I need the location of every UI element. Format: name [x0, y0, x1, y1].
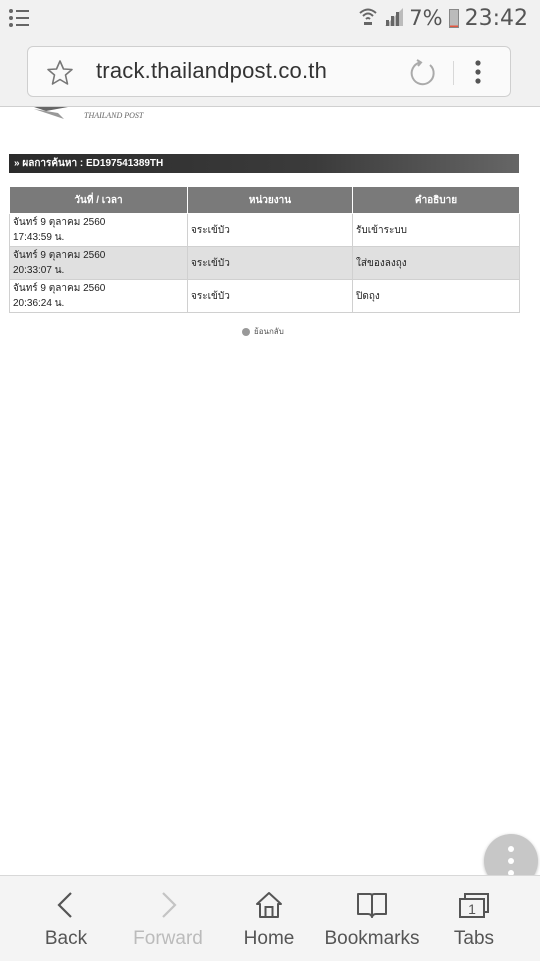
back-link-label[interactable]: ย้อนกลับ: [254, 327, 284, 336]
address-bar[interactable]: [27, 46, 511, 97]
browser-toolbar: [0, 38, 540, 107]
fab-dot-icon: [508, 858, 514, 864]
notification-list-icon: [8, 7, 30, 33]
forward-label: Forward: [133, 928, 203, 949]
tabs-button[interactable]: [419, 876, 529, 961]
thailand-post-logo: [28, 107, 88, 125]
logo-text: THAILAND POST: [84, 111, 144, 120]
cell-unit: จระเข้บัว: [188, 280, 353, 313]
cell-unit: จระเข้บัว: [188, 247, 353, 280]
cell-datetime: [10, 280, 188, 313]
home-icon: [254, 890, 284, 920]
status-bar: [0, 0, 540, 38]
cell-description: ใส่ของลงถุง: [353, 247, 520, 280]
cell-datetime: [10, 214, 188, 247]
more-menu-icon[interactable]: [474, 59, 482, 89]
result-title: ผลการค้นหา : ED197541389TH: [22, 158, 164, 169]
back-button[interactable]: [11, 876, 121, 961]
bottom-navigation: [0, 875, 540, 961]
cell-time: 20:36:24 น.: [13, 298, 65, 309]
home-label: Home: [243, 928, 295, 949]
forward-button[interactable]: [113, 876, 223, 961]
cell-date: จันทร์ 9 ตุลาคม 2560: [13, 217, 106, 228]
cell-description: ปิดถุง: [353, 280, 520, 313]
wifi-icon: [359, 5, 377, 31]
bookmarks-label: Bookmarks: [324, 928, 420, 949]
table-header-row: [10, 187, 520, 214]
table-row: [10, 280, 520, 313]
cell-datetime: [10, 247, 188, 280]
bookmark-star-icon[interactable]: [46, 59, 74, 91]
table-row: [10, 247, 520, 280]
cell-time: 20:33:07 น.: [13, 265, 65, 276]
column-header-description: คำอธิบาย: [353, 187, 520, 214]
url-text[interactable]: track.thailandpost.co.th: [96, 58, 328, 83]
tracking-table: [9, 186, 520, 313]
clock: 23:42: [464, 5, 528, 31]
tab-count: 1: [468, 901, 476, 917]
back-arrow-icon: [51, 890, 81, 920]
tabs-label: Tabs: [453, 928, 495, 949]
back-label: Back: [44, 928, 88, 949]
back-link[interactable]: [242, 325, 284, 338]
web-content: [0, 107, 540, 875]
forward-arrow-icon: [153, 890, 183, 920]
cell-date: จันทร์ 9 ตุลาคม 2560: [13, 283, 106, 294]
reload-icon[interactable]: [408, 58, 438, 92]
battery-icon: [449, 9, 459, 28]
tabs-icon: [458, 890, 490, 920]
bookmarks-button[interactable]: [317, 876, 427, 961]
table-row: [10, 214, 520, 247]
cell-time: 17:43:59 น.: [13, 232, 65, 243]
divider: [453, 61, 454, 85]
battery-percent: 7%: [409, 6, 443, 30]
cell-unit: จระเข้บัว: [188, 214, 353, 247]
back-circle-icon: [242, 328, 250, 336]
column-header-date: วันที่ / เวลา: [10, 187, 188, 214]
signal-icon: [383, 6, 403, 30]
cell-date: จันทร์ 9 ตุลาคม 2560: [13, 250, 106, 261]
double-arrow-icon: »: [14, 158, 20, 169]
cell-description: รับเข้าระบบ: [353, 214, 520, 247]
bookmarks-book-icon: [356, 890, 388, 920]
column-header-unit: หน่วยงาน: [188, 187, 353, 214]
home-button[interactable]: [214, 876, 324, 961]
floating-menu-button[interactable]: [484, 834, 538, 875]
fab-dot-icon: [508, 846, 514, 852]
search-result-header: [9, 154, 519, 173]
